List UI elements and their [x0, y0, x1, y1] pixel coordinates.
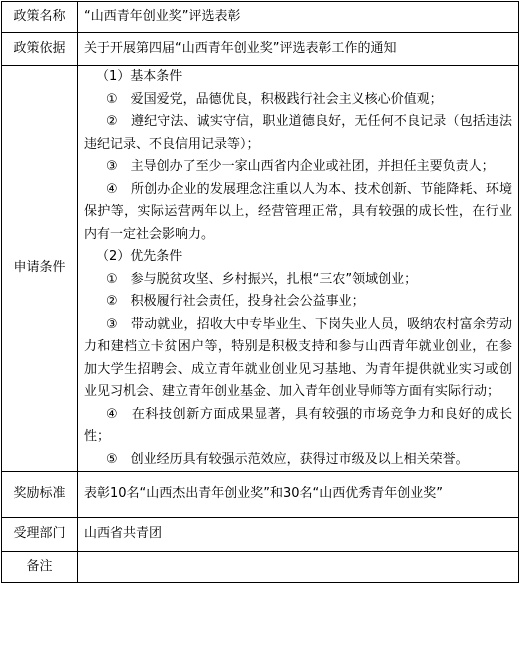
value-policy-name: “山西青年创业奖”评选表彰 — [78, 2, 519, 33]
basic-conditions-title: （1）基本条件 — [96, 69, 183, 84]
priority-conditions-title: （2）优先条件 — [96, 249, 183, 264]
priority-condition-item: ② 积极履行社会责任，投身社会公益事业； — [106, 294, 365, 309]
priority-condition-item: ⑤ 创业经历具有较强示范效应，获得过市级及以上相关荣誉。 — [106, 451, 469, 467]
priority-condition-item: ④ 在科技创新方面成果显著，具有较强的市场竞争力和良好的成长性； — [84, 406, 512, 444]
value-remarks — [78, 552, 519, 583]
value-reward-standard: 表彰10名“山西杰出青年创业奖”和30名“山西优秀青年创业奖” — [78, 472, 519, 518]
row-reward-standard — [2, 472, 519, 518]
priority-condition-item: ③ 带动就业，招收大中专毕业生、下岗失业人员，吸纳农村富余劳动力和建档立卡贫困户等，特别是积极支持和参与山西青年就业创业，在参加大学生招聘会、成立青年就业创业见习基地、为青年提供就业实习或创业见习机会、建立青年创业基金、加入青年创业导师等方面有实际行动； — [84, 316, 512, 399]
label-application-conditions: 申请条件 — [2, 66, 78, 472]
policy-table — [1, 1, 519, 583]
basic-condition-item: ③ 主导创办了至少一家山西省内企业或社团，并担任主要负责人； — [106, 159, 495, 174]
row-policy-name — [2, 2, 519, 33]
label-remarks: 备注 — [2, 552, 78, 583]
row-policy-basis — [2, 33, 519, 66]
row-application-conditions — [2, 66, 519, 472]
basic-condition-item: ① 爱国爱党，品德优良，积极践行社会主义核心价值观； — [106, 91, 443, 107]
basic-condition-item: ② 遵纪守法、诚实守信，职业道德良好，无任何不良记录（包括违法违纪记录、不良信用记录等）； — [84, 114, 512, 152]
label-reward-standard: 奖励标准 — [2, 472, 78, 518]
label-policy-name: 政策名称 — [2, 2, 78, 33]
value-accepting-department: 山西省共青团 — [78, 518, 519, 552]
label-accepting-department: 受理部门 — [2, 518, 78, 552]
conditions-cell — [78, 66, 519, 472]
value-policy-basis: 关于开展第四届“山西青年创业奖”评选表彰工作的通知 — [78, 33, 519, 66]
row-accepting-department — [2, 518, 519, 552]
basic-condition-item: ④ 所创办企业的发展理念注重以人为本、技术创新、节能降耗、环境保护等，实际运营两年以上，经营管理正常，具有较强的成长性，在行业内有一定社会影响力。 — [84, 181, 512, 242]
row-remarks — [2, 552, 519, 583]
label-policy-basis: 政策依据 — [2, 33, 78, 66]
priority-condition-item: ① 参与脱贫攻坚、乡村振兴，扎根“三农”领域创业； — [106, 271, 418, 287]
